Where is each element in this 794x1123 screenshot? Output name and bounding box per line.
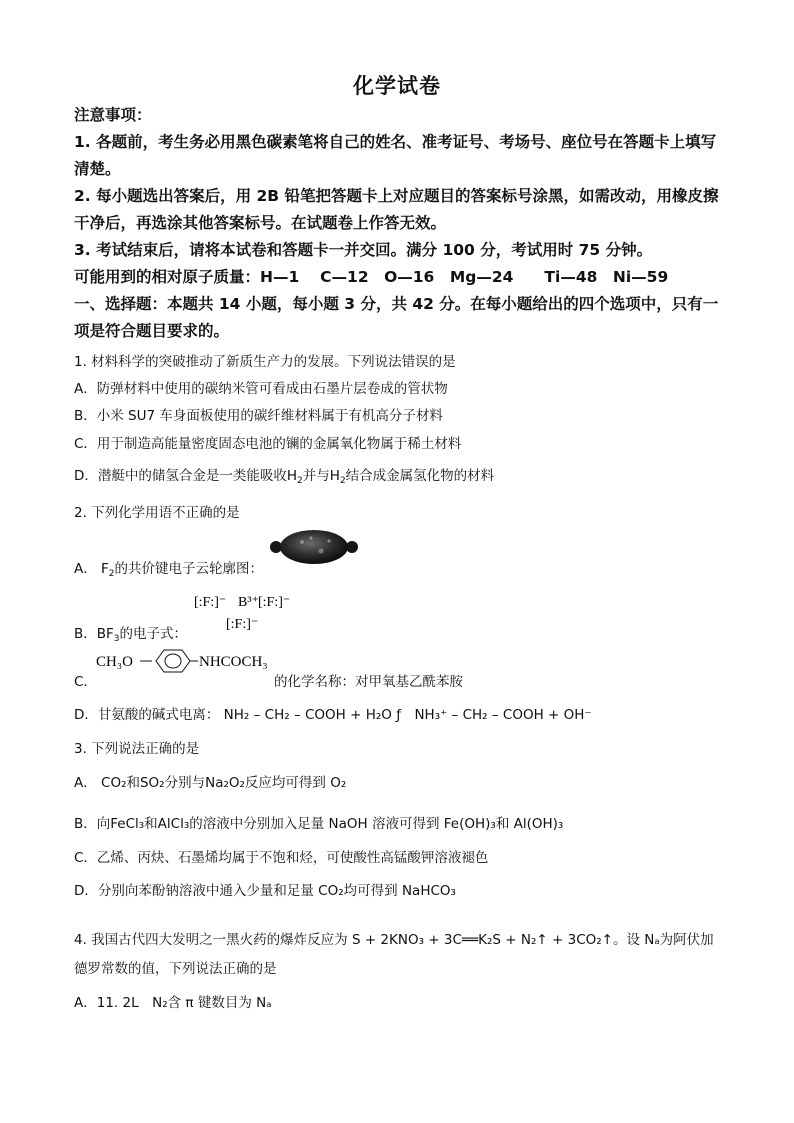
q2-option-c-text: 的化学名称：对甲氧基乙酰苯胺 <box>274 674 463 690</box>
bf3-fluorine-3: [:F:]⁻ <box>226 617 259 632</box>
section-heading: 一、选择题：本题共 14 小题，每小题 3 分，共 42 分。在每小题给出的四个选项中，只有一项是符合题目要求的。 <box>74 295 719 340</box>
bf3-fluorine-1: [:F:]⁻ <box>194 595 227 610</box>
q4-stem-line-2: 德罗常数的值，下列说法正确的是 <box>74 961 277 977</box>
notice-heading: 注意事项： <box>74 106 152 124</box>
q2-option-d: D．甘氨酸的碱式电离： NH₂ – CH₂ – COOH + H₂O ƒ NH₃⁺ – CH₂ – COOH + OH⁻ <box>74 707 592 723</box>
q1-option-c: C．用于制造高能量密度固态电池的镧的金属氧化物属于稀土材料 <box>74 436 462 452</box>
f2-electron-cloud-image <box>266 527 362 567</box>
notice-item-3: 3. 考试结束后，请将本试卷和答题卡一并交回。满分 100 分，考试用时 75 分钟。 <box>74 241 653 259</box>
methoxyacetanilide-structure <box>94 648 274 682</box>
bf3-fluorine-2: [:F:]⁻ <box>258 595 291 610</box>
q1-option-d: D．潜艇中的储氢合金是一类能吸收$H_2$并与$H_2$结合成金属氢化物的材料 <box>74 468 495 486</box>
benzene-ring <box>156 650 190 672</box>
q2-option-b: B．$BF_3$的电子式： <box>74 626 188 644</box>
q3-option-d: D．分别向苯酚钠溶液中通入少量和足量 CO₂均可得到 NaHCO₃ <box>74 883 456 899</box>
q3-stem: 3. 下列说法正确的是 <box>74 741 200 757</box>
q3-option-b: B．向FeCl₃和AlCl₃的溶液中分别加入足量 NaOH 溶液可得到 Fe(OH)₃和 Al(OH)₃ <box>74 816 564 832</box>
page-title: 化学试卷 <box>353 73 441 98</box>
q2-option-a: A． $F_2$的共价键电子云轮廓图： <box>74 561 264 579</box>
q1-stem: 1. 材料科学的突破推动了新质生产力的发展。下列说法错误的是 <box>74 354 456 370</box>
notice-item-2: 2. 每小题选出答案后，用 2B 铅笔把答题卡上对应题目的答案标号涂黑，如需改动，用橡皮擦干净后，再选涂其他答案标号。在试题卷上作答无效。 <box>74 187 719 232</box>
bf3-electron-formula <box>192 590 312 634</box>
notice-item-1: 1. 各题前，考生务必用黑色碳素笔将自己的姓名、准考证号、考场号、座位号在答题卡上填写清楚。 <box>74 133 717 178</box>
q3-option-c: C．乙烯、丙炔、石墨烯均属于不饱和烃，可使酸性高锰酸钾溶液褪色 <box>74 850 489 866</box>
q3-option-a: A． CO₂和SO₂分别与Na₂O₂反应均可得到 O₂ <box>74 775 347 791</box>
bonding-cloud <box>280 530 348 564</box>
acetamido-group: NHCOCH₃ <box>199 654 268 670</box>
atomic-masses: 可能用到的相对原子质量：H—1 C—12 O—16 Mg—24 Ti—48 Ni—59 <box>74 268 669 286</box>
q2-stem: 2. 下列化学用语不正确的是 <box>74 505 240 521</box>
q1-option-a: A．防弹材料中使用的碳纳米管可看成由石墨片层卷成的管状物 <box>74 381 448 397</box>
q2-option-c-label: C． <box>74 674 97 690</box>
q4-option-a: A．11. 2L N₂含 π 键数目为 Nₐ <box>74 995 272 1011</box>
methoxy-group: CH₃O <box>96 654 133 670</box>
q4-stem-line-1: 4. 我国古代四大发明之一黑火药的爆炸反应为 S + 2KNO₃ + 3C══K₂S + N₂↑ + 3CO₂↑。设 Nₐ为阿伏加 <box>74 932 714 948</box>
bf3-boron: B³⁺ <box>238 595 259 610</box>
q1-option-b: B．小米 SU7 车身面板使用的碳纤维材料属于有机高分子材料 <box>74 408 443 424</box>
